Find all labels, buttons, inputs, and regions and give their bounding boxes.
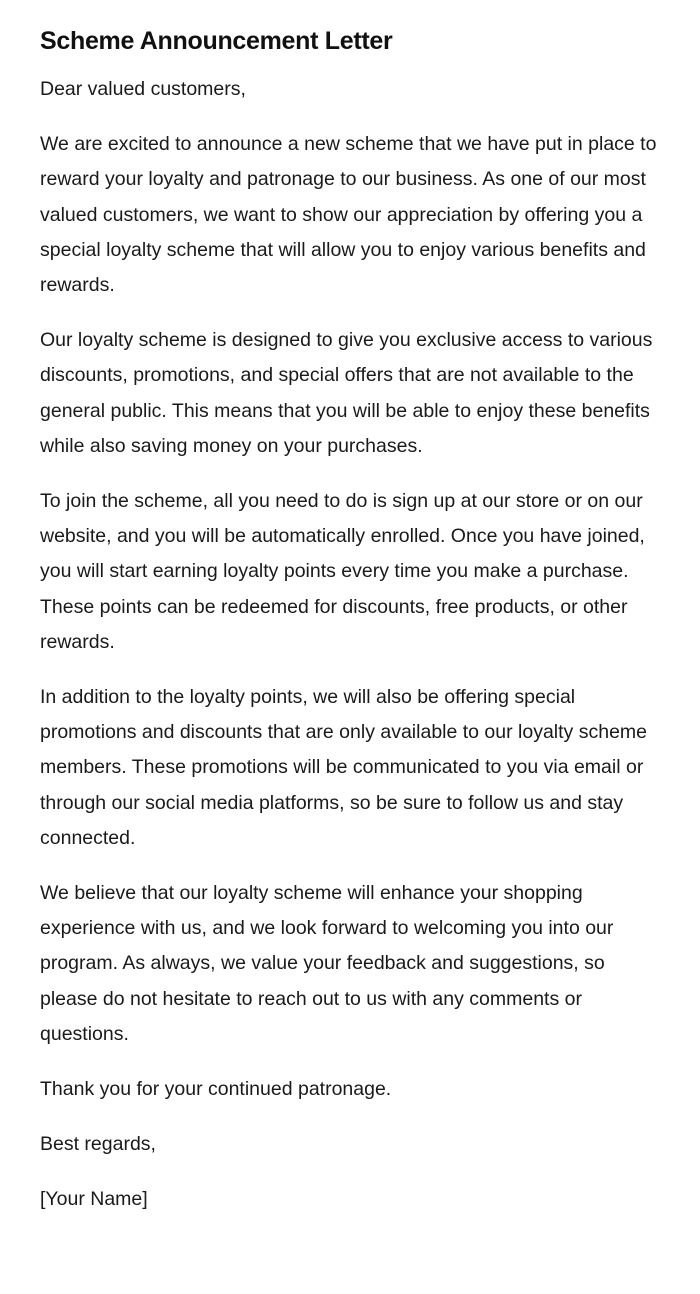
salutation: Dear valued customers,: [40, 78, 246, 100]
thank-you-line: Thank you for your continued patronage.: [40, 1078, 392, 1101]
body-paragraph-4: In addition to the loyalty points, we will also be offering special promotions and discounts that are only available to our loyalty scheme members. These promotions will be communicated to you via email or through our social media platforms, so be sure to follow us and stay connected.: [40, 686, 648, 849]
body-paragraph-5: We believe that our loyalty scheme will enhance your shopping experience with us, and we look forward to welcoming you into our program. As always, we value your feedback and suggestions, so please do not hesitate to reach out to us with any comments or questions.: [40, 882, 614, 1045]
body-paragraph-2: Our loyalty scheme is designed to give you exclusive access to various discounts, promotions, and special offers that are not available to the general public. This means that you will be able to enjoy these benefits while also saving money on your purchases.: [40, 329, 653, 457]
closing-line: Best regards,: [40, 1133, 156, 1156]
body-paragraph-1: We are excited to announce a new scheme that we have put in place to reward your loyalty and patronage to our business. As one of our most valued customers, we want to show our appreciation by offering you a special loyalty scheme that will allow you to enjoy various benefits and rewards.: [40, 133, 657, 297]
letter-title: Scheme Announcement Letter: [40, 27, 393, 55]
body-paragraph-3: To join the scheme, all you need to do is sign up at our store or on our website, and you will be automatically enrolled. Once you have joined, you will start earning loyalty points every time you make a purchase. These points can be redeemed for discounts, free products, or other rewards.: [40, 490, 645, 653]
signature-placeholder: [Your Name]: [40, 1188, 148, 1211]
